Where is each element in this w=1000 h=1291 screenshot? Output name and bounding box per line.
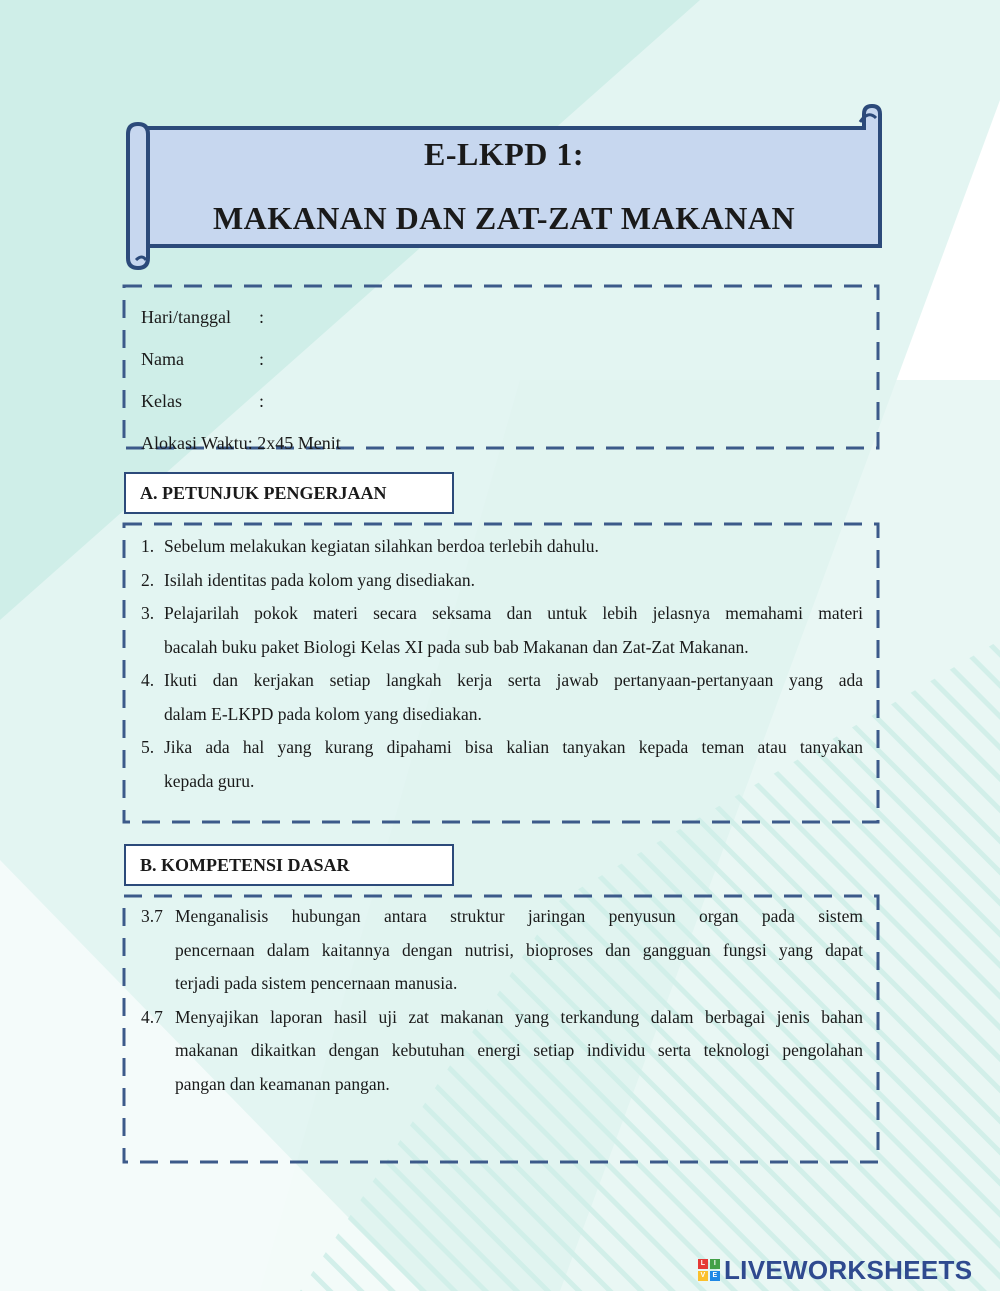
scroll-shape <box>124 104 884 270</box>
item-text: Menyajikan laporan hasil uji zat makanan yang terkandung dalam berbagai jenis bahan <box>175 1006 863 1027</box>
item-text: Jika ada hal yang kurang dipahami bisa kalian tanyakan kepada teman atau tanyakan <box>164 737 863 757</box>
item-text: makanan dikaitkan dengan kebutuhan energi setiap individu serta teknologi pengolahan <box>175 1040 863 1060</box>
field-kelas[interactable] <box>141 380 341 422</box>
liveworksheets-logo[interactable] <box>698 1256 972 1284</box>
item-text: pangan dan keamanan pangan. <box>175 1073 390 1094</box>
item-text: bacalah buku paket Biologi Kelas XI pada sub bab Makanan dan Zat-Zat Makanan. <box>164 636 749 657</box>
allocation-text: Alokasi Waktu: 2x45 Menit <box>141 432 341 453</box>
identity-fields <box>141 296 341 464</box>
item-text: Pelajarilah pokok materi secara seksama dan untuk lebih jelasnya memahami materi <box>164 603 863 623</box>
item-number: 4. <box>141 670 155 690</box>
section-a-heading: A. PETUNJUK PENGERJAAN <box>124 472 454 514</box>
list-item <box>141 530 863 564</box>
field-label: Kelas <box>141 390 182 411</box>
field-label: Hari/tanggal <box>141 306 231 327</box>
list-item <box>141 900 863 1001</box>
instructions-list <box>141 530 863 798</box>
list-item <box>141 597 863 664</box>
item-text: pencernaan dalam kaitannya dengan nutrisi, bioproses dan gangguan fungsi yang dapat <box>175 939 863 960</box>
item-text: dalam E-LKPD pada kolom yang disediakan. <box>164 703 482 724</box>
list-item <box>141 1001 863 1102</box>
field-nama[interactable] <box>141 338 341 380</box>
section-b-heading: B. KOMPETENSI DASAR <box>124 844 454 886</box>
list-item <box>141 731 863 798</box>
item-text: kepada guru. <box>164 770 255 791</box>
item-number: 1. <box>141 536 155 556</box>
field-separator: : <box>259 348 265 369</box>
field-label: Nama <box>141 348 184 369</box>
title-banner <box>124 104 884 270</box>
field-hari-tanggal[interactable] <box>141 296 341 338</box>
competency-list <box>141 900 863 1101</box>
item-number: 3. <box>141 603 155 623</box>
field-separator: : <box>259 390 265 411</box>
item-text: Isilah identitas pada kolom yang disediakan. <box>164 569 476 590</box>
item-text: Sebelum melakukan kegiatan silahkan berdoa terlebih dahulu. <box>164 536 599 556</box>
brand-text: LIVEWORKSHEETS <box>724 1254 973 1285</box>
page-subtitle: MAKANAN DAN ZAT-ZAT MAKANAN <box>212 200 796 236</box>
field-separator: : <box>259 306 265 327</box>
list-item <box>141 664 863 731</box>
page-title: E-LKPD 1: <box>423 136 585 172</box>
list-item <box>141 564 863 598</box>
logo-blocks-icon: L I V E <box>698 1259 720 1281</box>
item-text: terjadi pada sistem pencernaan manusia. <box>175 973 458 993</box>
item-number: 5. <box>141 737 155 757</box>
item-text: Menganalisis hubungan antara struktur jaringan penyusun organ pada sistem <box>175 906 863 926</box>
item-number: 3.7 <box>141 906 163 926</box>
item-text: Ikuti dan kerjakan setiap langkah kerja serta jawab pertanyaan-pertanyaan yang ada <box>164 670 863 690</box>
item-number: 2. <box>141 569 155 590</box>
item-number: 4.7 <box>141 1006 163 1027</box>
